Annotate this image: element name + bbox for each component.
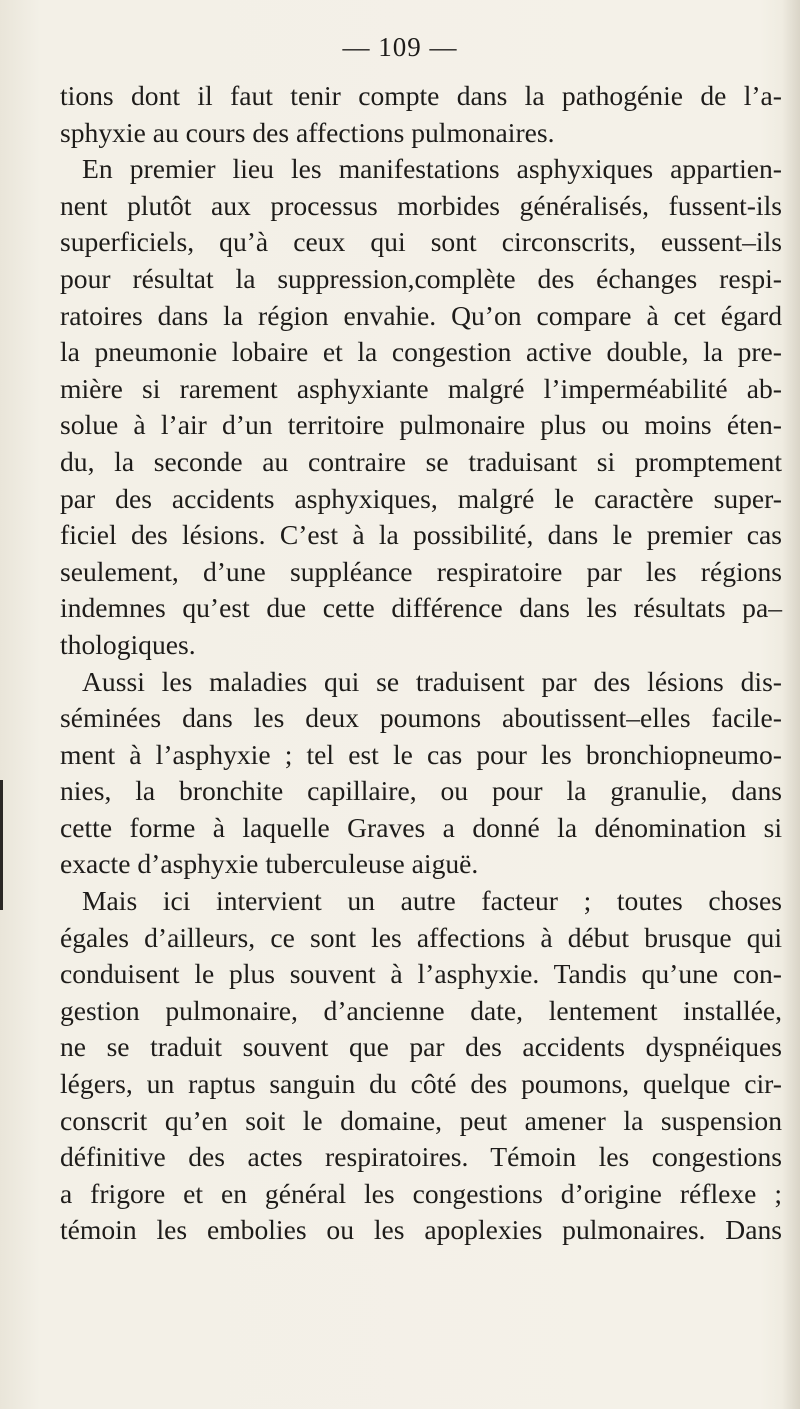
text-line: thologiques. xyxy=(60,628,196,660)
text-line: ne se traduit souvent que par des accidents dyspnéiques xyxy=(60,1031,782,1063)
text-line: conscrit qu’en soit le domaine, peut amener la suspension xyxy=(60,1104,782,1136)
text-line: nent plutôt aux processus morbides généralisés, fussent-ils xyxy=(60,189,782,221)
margin-mark xyxy=(0,780,3,910)
text-line: ficiel des lésions. C’est à la possibilité, dans le premier cas xyxy=(60,519,782,551)
text-line: conduisent le plus souvent à l’asphyxie. Tandis qu’une con- xyxy=(60,958,782,990)
text-line: tions dont il faut tenir compte dans la pathogénie de l’a- xyxy=(60,80,782,111)
text-line: solue à l’air d’un territoire pulmonaire plus ou moins éten- xyxy=(60,409,782,441)
body-text xyxy=(60,78,782,1249)
text-line: témoin les embolies ou les apoplexies pulmonaires. Dans xyxy=(60,1214,782,1246)
page-number: — 109 — xyxy=(342,32,458,62)
text-line: Aussi les maladies qui se traduisent par des lésions dis- xyxy=(82,665,782,697)
text-line: ratoires dans la région envahie. Qu’on compare à cet égard xyxy=(60,299,782,331)
text-line: cette forme à laquelle Graves a donné la dénomination si xyxy=(60,811,782,843)
text-line: seulement, d’une suppléance respiratoire par les régions xyxy=(60,555,782,587)
text-line: a frigore et en général les congestions d’origine réflexe ; xyxy=(60,1177,782,1209)
text-line: sphyxie au cours des affections pulmonaires. xyxy=(60,116,555,148)
text-line: définitive des actes respiratoires. Témoin les congestions xyxy=(60,1141,782,1173)
text-line: nies, la bronchite capillaire, ou pour la granulie, dans xyxy=(60,775,782,807)
text-line: Mais ici intervient un autre facteur ; toutes choses xyxy=(82,885,782,917)
text-line: superficiels, qu’à ceux qui sont circonscrits, eussent–ils xyxy=(60,226,782,258)
text-line: par des accidents asphyxiques, malgré le caractère super- xyxy=(60,482,782,514)
text-line: pour résultat la suppression,complète des échanges respi- xyxy=(60,262,782,294)
text-line: ment à l’asphyxie ; tel est le cas pour les bronchiopneumo- xyxy=(60,738,782,770)
text-line: exacte d’asphyxie tuberculeuse aiguë. xyxy=(60,848,479,880)
text-line: égales d’ailleurs, ce sont les affections à début brusque qui xyxy=(60,921,782,953)
text-line: indemnes qu’est due cette différence dans les résultats pa– xyxy=(60,592,782,624)
text-line: séminées dans les deux poumons aboutissent–elles facile- xyxy=(60,702,782,734)
text-line: gestion pulmonaire, d’ancienne date, lentement installée, xyxy=(60,994,782,1026)
text-line: mière si rarement asphyxiante malgré l’imperméabilité ab- xyxy=(60,372,782,404)
text-line: la pneumonie lobaire et la congestion active double, la pre- xyxy=(60,336,782,368)
text-line: du, la seconde au contraire se traduisant si promptement xyxy=(60,445,782,477)
text-line: légers, un raptus sanguin du côté des poumons, quelque cir- xyxy=(60,1068,782,1100)
text-line: En premier lieu les manifestations asphyxiques appartien- xyxy=(82,153,782,185)
page-edge-shadow xyxy=(782,0,800,1409)
